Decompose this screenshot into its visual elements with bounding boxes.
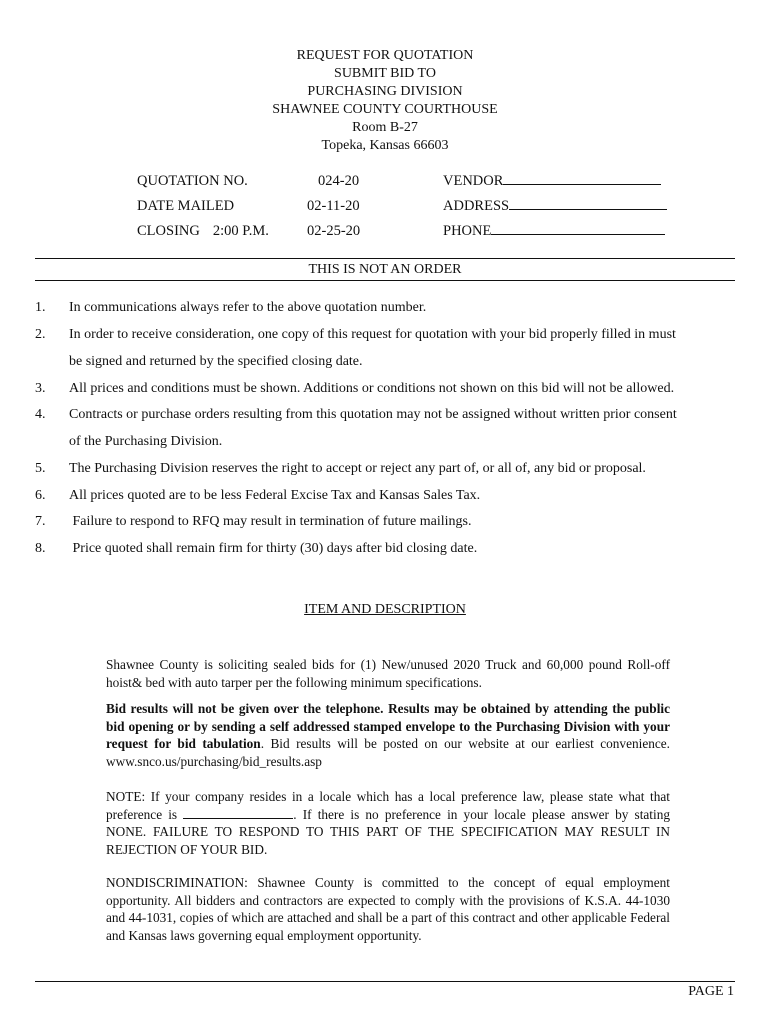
list-item-continued: be signed and returned by the specified closing date. xyxy=(69,354,363,369)
address-label: ADDRESS xyxy=(443,198,510,214)
preference-text-a: NOTE: If your company resides in a locale which has a local preference law, please state what that preference is xyxy=(106,789,670,822)
section-title xyxy=(0,602,770,618)
phone-label: PHONE xyxy=(443,223,492,239)
list-item-number: 1. xyxy=(35,300,46,315)
rule-bottom xyxy=(35,280,735,281)
list-item-number: 6. xyxy=(35,488,46,503)
bid-results-bold: Bid results will not be given over the telephone. Results may be obtained by attending the public bid opening or by sending a self addressed stamped envelope to the Purchasing Division with your request for bid tabulation xyxy=(106,701,670,751)
quotation-value: 024-20 xyxy=(318,173,360,189)
list-item-number: 3. xyxy=(35,381,46,396)
closing-time: 2:00 P.M. xyxy=(212,223,269,239)
paragraph-local-preference xyxy=(106,788,670,858)
vendor-label: VENDOR xyxy=(443,173,504,189)
list-item-number: 5. xyxy=(35,461,46,476)
vendor-blank[interactable] xyxy=(503,171,661,185)
list-item-number: 8. xyxy=(35,541,46,556)
list-item-number: 7. xyxy=(35,514,46,529)
header-line: Topeka, Kansas 66603 xyxy=(321,138,449,153)
bid-results-rest: . Bid results will be posted on our website at our earliest convenience. www.snco.us/purchasing/bid_results.asp xyxy=(106,736,670,769)
address-blank[interactable] xyxy=(509,196,667,210)
rule-top xyxy=(35,258,735,259)
section-title-text: ITEM AND DESCRIPTION xyxy=(304,602,466,617)
page-number: PAGE 1 xyxy=(688,984,734,999)
paragraph-nondiscrimination: NONDISCRIMINATION: Shawnee County is committed to the concept of equal employment opportunity. All bidders and contractors are expected to comply with the provisions of K.S.A. 44-1030 and 44-1031, copies of which are attached and shall be a part of this contract and other applicable Federal and Kansas laws governing equal employment opportunity. xyxy=(106,875,670,943)
list-item: Failure to respond to RFQ may result in termination of future mailings. xyxy=(69,514,472,529)
header-line: PURCHASING DIVISION xyxy=(307,84,463,99)
document-header xyxy=(0,47,770,155)
list-item-number: 2. xyxy=(35,327,46,342)
preference-text-b: . If there is no preference in your locale please answer by stating NONE. FAILURE TO RESPOND TO THIS PART OF THE SPECIFICATION MAY RESULT IN REJECTION OF YOUR BID. xyxy=(106,806,670,857)
header-line: Room B-27 xyxy=(352,120,418,135)
paragraph-solicitation: Shawnee County is soliciting sealed bids for (1) New/unused 2020 Truck and 60,000 pound Roll-off hoist& bed with auto tarper per the following minimum specifications. xyxy=(106,657,670,690)
header-line: REQUEST FOR QUOTATION xyxy=(296,48,474,63)
address-field[interactable] xyxy=(443,196,667,216)
list-item: All prices and conditions must be shown. Additions or conditions not shown on this bid will not be allowed. xyxy=(69,381,675,396)
not-an-order-notice: THIS IS NOT AN ORDER xyxy=(308,262,462,277)
header-line: SHAWNEE COUNTY COURTHOUSE xyxy=(272,102,498,117)
closing-value: 02-25-20 xyxy=(307,223,361,239)
list-item-continued: of the Purchasing Division. xyxy=(69,434,223,449)
list-item: In communications always refer to the above quotation number. xyxy=(69,300,427,315)
quotation-label: QUOTATION NO. xyxy=(137,173,248,189)
list-item: Price quoted shall remain firm for thirty (30) days after bid closing date. xyxy=(69,541,478,556)
date-mailed-value: 02-11-20 xyxy=(307,198,360,214)
list-item-number: 4. xyxy=(35,407,46,422)
list-item: All prices quoted are to be less Federal Excise Tax and Kansas Sales Tax. xyxy=(69,488,481,503)
paragraph-bid-results xyxy=(106,700,670,770)
list-item: Contracts or purchase orders resulting from this quotation may not be assigned without written prior consent xyxy=(69,407,677,422)
closing-label xyxy=(137,221,269,241)
list-item: In order to receive consideration, one copy of this request for quotation with your bid properly filled in must xyxy=(69,327,676,342)
phone-field[interactable] xyxy=(443,221,665,241)
footer-rule xyxy=(35,981,735,982)
vendor-field[interactable] xyxy=(443,171,661,191)
header-line: SUBMIT BID TO xyxy=(334,66,436,81)
preference-blank[interactable] xyxy=(183,806,293,819)
date-mailed-label: DATE MAILED xyxy=(137,198,235,214)
closing-label-text: CLOSING xyxy=(137,223,200,239)
phone-blank[interactable] xyxy=(491,221,665,235)
list-item: The Purchasing Division reserves the right to accept or reject any part of, or all of, any bid or proposal. xyxy=(69,461,646,476)
